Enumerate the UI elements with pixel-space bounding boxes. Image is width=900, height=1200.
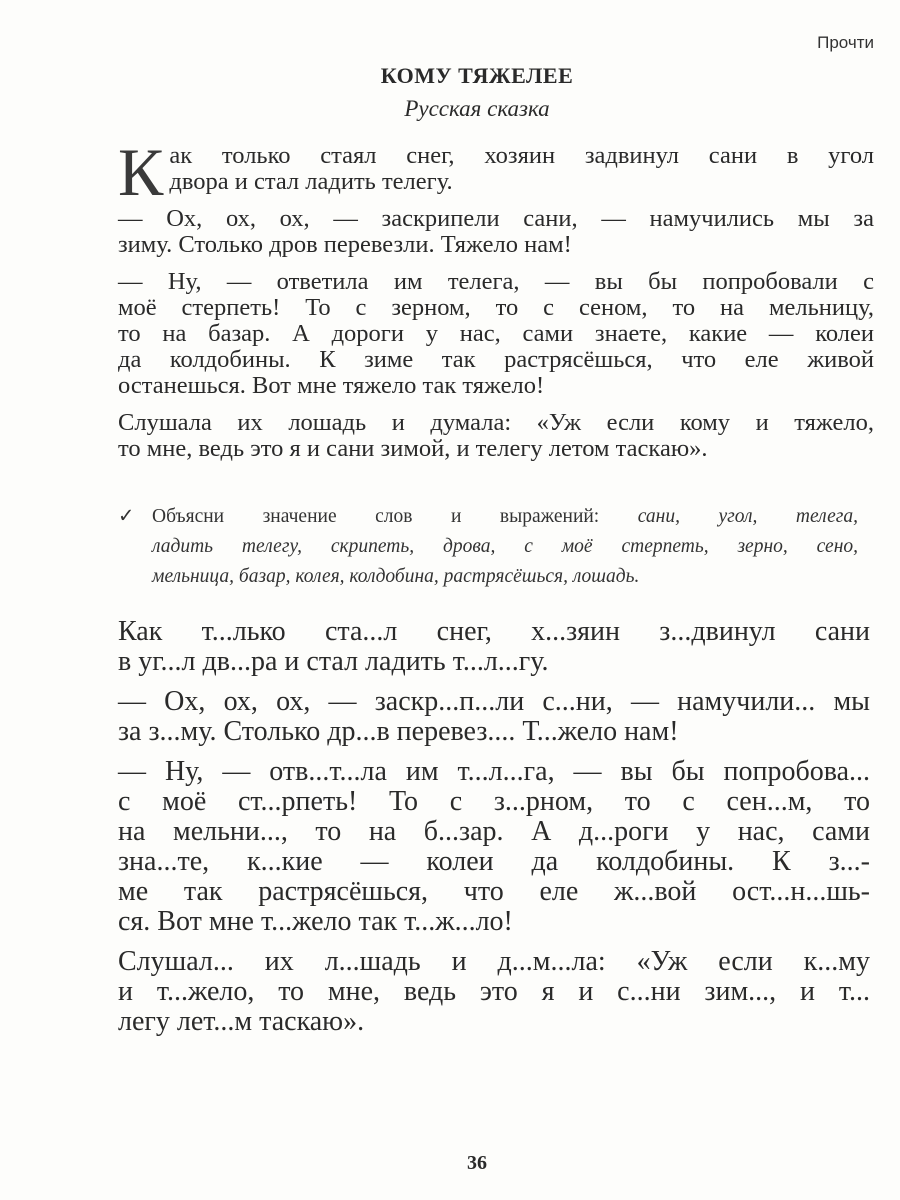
text-line: с моё ст...рпеть! То с з...рном, то с сен...м, то <box>118 786 870 817</box>
section-header: Прочти <box>817 33 874 52</box>
task-words: сани, угол, телега, <box>599 506 858 527</box>
exercise-paragraph <box>118 617 870 677</box>
page-number: 36 <box>467 1152 487 1174</box>
story-title: КОМУ ТЯЖЕЛЕЕ <box>380 63 574 88</box>
text-line: в уг...л дв...ра и стал ладить т...л...гу. <box>118 646 549 677</box>
text-line: да колдобины. К зиме так растрясёшься, что еле живой <box>118 346 874 373</box>
text-line: Как т...лько ста...л снег, х...зяин з...двинул сани <box>118 616 870 647</box>
text-line: зиму. Столько дров перевезли. Тяжело нам! <box>118 231 572 258</box>
text-line: Слушала их лошадь и думала: «Уж если кому и тяжело, <box>118 409 874 436</box>
vocabulary-task <box>118 502 858 592</box>
text-line: за з...му. Столько др...в перевез.... Т...жело нам! <box>118 716 679 747</box>
text-line: останешься. Вот мне тяжело так тяжело! <box>118 372 545 399</box>
text-line: легу лет...м таскаю». <box>118 1006 365 1037</box>
exercise-text <box>118 617 870 1047</box>
text-line: и т...жело, то мне, ведь это я и с...ни зим..., и т... <box>118 976 870 1007</box>
text-line: на мельни..., то на б...зар. А д...роги у нас, сами <box>118 816 870 847</box>
exercise-paragraph <box>118 687 870 747</box>
text-line: то мне, ведь это я и сани зимой, и телегу летом таскаю». <box>118 435 708 462</box>
exercise-paragraph <box>118 757 870 937</box>
task-words: ладить телегу, скрипеть, дрова, с моё стерпеть, зерно, сено, <box>152 536 858 557</box>
story-paragraph <box>118 134 874 210</box>
story-text <box>118 134 874 473</box>
drop-cap: К <box>118 134 164 210</box>
text-line: — Ох, ох, ох, — заскр...п...ли с...ни, — намучили... мы <box>118 686 870 717</box>
text-line: ме так растрясёшься, что еле ж...вой ост...н...шь- <box>118 876 870 907</box>
text-line: — Ох, ох, ох, — заскрипели сани, — намучились мы за <box>118 205 874 232</box>
task-line <box>152 502 858 532</box>
text-line: ся. Вот мне т...жело так т...ж...ло! <box>118 906 513 937</box>
text-line: то на базар. А дороги у нас, сами знаете, какие — колеи <box>118 320 874 347</box>
task-prompt: Объясни значение слов и выражений: <box>152 506 600 527</box>
text-line: — Ну, — отв...т...ла им т...л...га, — вы бы попробова... <box>118 756 870 787</box>
text-line: Слушал... их л...шадь и д...м...ла: «Уж если к...му <box>118 946 870 977</box>
text-line: зна...те, к...кие — колеи да колдобины. К з...- <box>118 846 870 877</box>
story-paragraph <box>118 206 874 258</box>
text-line: ак только стаял снег, хозяин задвинул сани в угол <box>169 142 874 169</box>
task-words: мельница, базар, колея, колдобина, растрясёшься, лошадь. <box>152 566 640 587</box>
text-line: двора и стал ладить телегу. <box>169 168 453 195</box>
story-paragraph <box>118 269 874 399</box>
story-subtitle: Русская сказка <box>404 96 550 121</box>
text-line: моё стерпеть! То с зерном, то с сеном, то на мельницу, <box>118 294 874 321</box>
text-line: — Ну, — ответила им телега, — вы бы попробовали с <box>118 268 874 295</box>
exercise-paragraph <box>118 947 870 1037</box>
checkmark-icon: ✓ <box>118 506 135 527</box>
story-paragraph <box>118 410 874 462</box>
